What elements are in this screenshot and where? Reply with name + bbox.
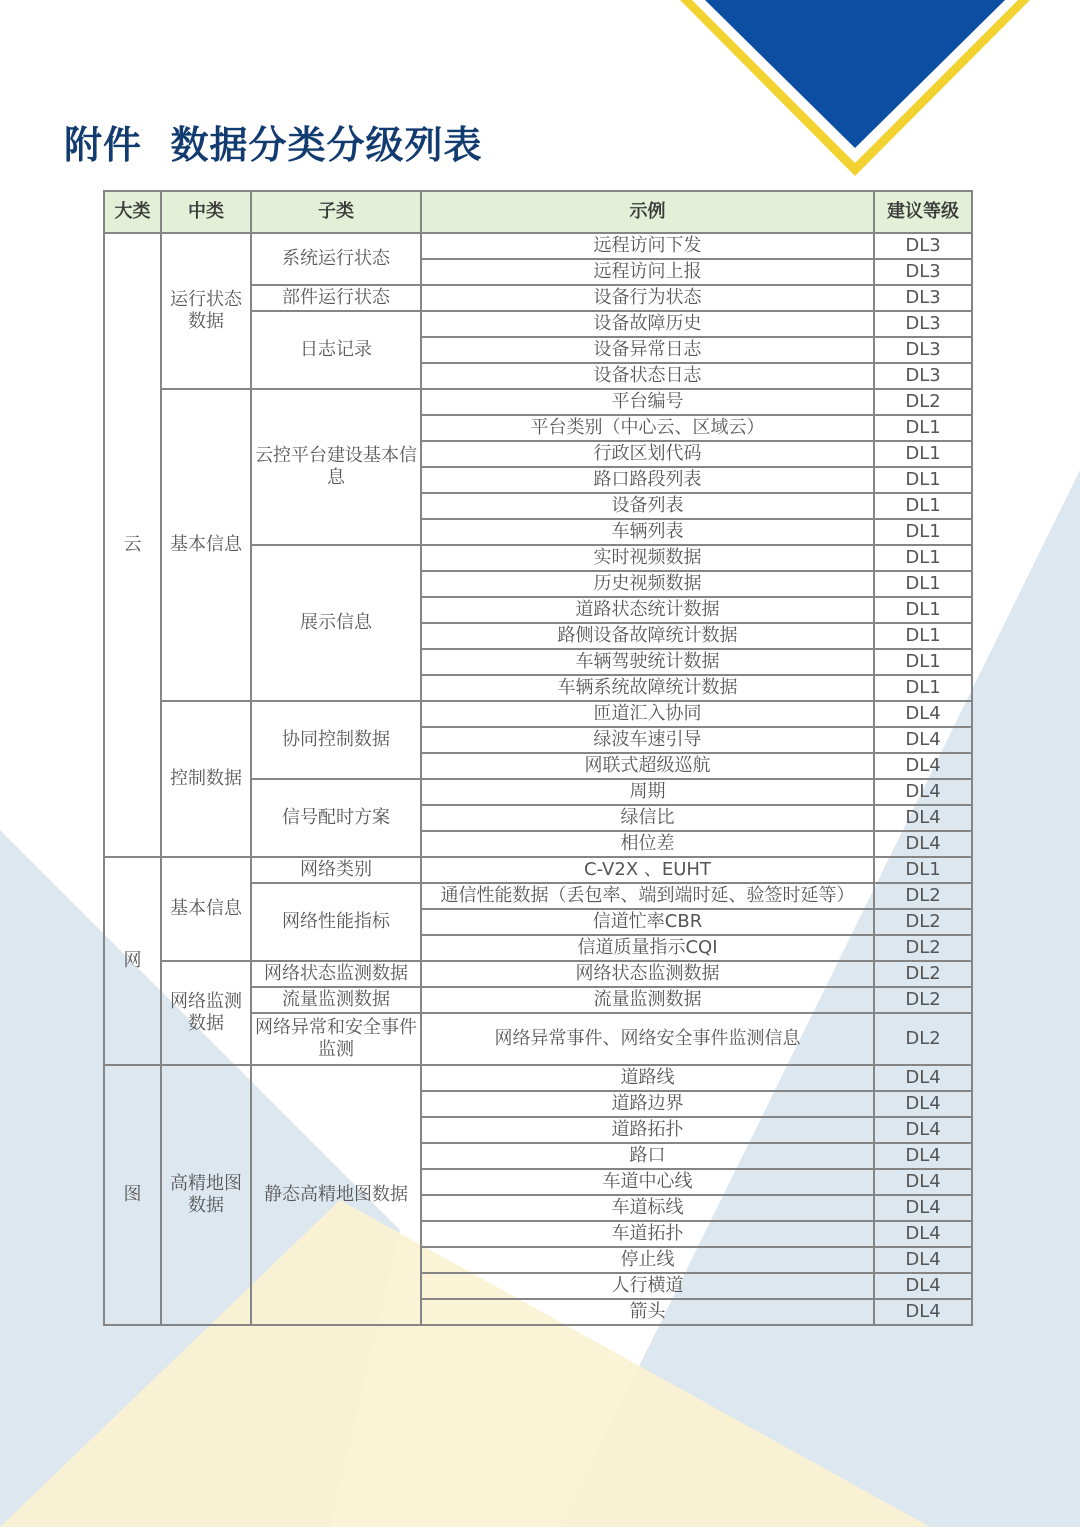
middle-cell: 运行状态数据: [161, 233, 251, 389]
middle-cell: 高精地图数据: [161, 1065, 251, 1325]
sub-cell: 展示信息: [251, 545, 421, 701]
level-cell: DL3: [874, 285, 972, 311]
middle-cell: 网络监测数据: [161, 961, 251, 1065]
example-cell: 人行横道: [421, 1273, 874, 1299]
example-cell: 网络状态监测数据: [421, 961, 874, 987]
level-cell: DL2: [874, 909, 972, 935]
example-cell: 车辆系统故障统计数据: [421, 675, 874, 701]
example-cell: 平台类别（中心云、区域云）: [421, 415, 874, 441]
table-row: [104, 961, 972, 987]
example-cell: 车道中心线: [421, 1169, 874, 1195]
level-cell: DL3: [874, 311, 972, 337]
sub-cell: 部件运行状态: [251, 285, 421, 311]
example-cell: 绿信比: [421, 805, 874, 831]
level-cell: DL4: [874, 805, 972, 831]
example-cell: 流量监测数据: [421, 987, 874, 1013]
example-cell: 车道标线: [421, 1195, 874, 1221]
table-row: [104, 1065, 972, 1091]
example-cell: 行政区划代码: [421, 441, 874, 467]
major-cell-map: 图: [104, 1065, 161, 1325]
level-cell: DL4: [874, 1169, 972, 1195]
middle-cell: 基本信息: [161, 857, 251, 961]
example-cell: C-V2X 、EUHT: [421, 857, 874, 883]
level-cell: DL4: [874, 1143, 972, 1169]
example-cell: 路口路段列表: [421, 467, 874, 493]
level-cell: DL4: [874, 1247, 972, 1273]
level-cell: DL3: [874, 337, 972, 363]
example-cell: 匝道汇入协同: [421, 701, 874, 727]
example-cell: 道路拓扑: [421, 1117, 874, 1143]
level-cell: DL4: [874, 831, 972, 857]
header-major-category: 大类: [104, 191, 161, 233]
level-cell: DL4: [874, 701, 972, 727]
level-cell: DL1: [874, 571, 972, 597]
table-row: [104, 389, 972, 415]
sub-cell: 网络异常和安全事件监测: [251, 1013, 421, 1065]
level-cell: DL1: [874, 857, 972, 883]
level-cell: DL1: [874, 545, 972, 571]
level-cell: DL2: [874, 987, 972, 1013]
page-title: 附件 数据分类分级列表: [64, 123, 483, 167]
level-cell: DL4: [874, 1091, 972, 1117]
example-cell: 车辆驾驶统计数据: [421, 649, 874, 675]
level-cell: DL3: [874, 363, 972, 389]
example-cell: 道路状态统计数据: [421, 597, 874, 623]
level-cell: DL1: [874, 441, 972, 467]
example-cell: 设备故障历史: [421, 311, 874, 337]
major-cell-network: 网: [104, 857, 161, 1065]
example-cell: 信道忙率CBR: [421, 909, 874, 935]
example-cell: 周期: [421, 779, 874, 805]
example-cell: 设备行为状态: [421, 285, 874, 311]
level-cell: DL2: [874, 1013, 972, 1065]
level-cell: DL1: [874, 649, 972, 675]
level-cell: DL1: [874, 675, 972, 701]
corner-blue-chevron: [705, 0, 1005, 148]
example-cell: 停止线: [421, 1247, 874, 1273]
example-cell: 远程访问下发: [421, 233, 874, 259]
sub-cell: 系统运行状态: [251, 233, 421, 285]
example-cell: 车辆列表: [421, 519, 874, 545]
example-cell: 网络异常事件、网络安全事件监测信息: [421, 1013, 874, 1065]
level-cell: DL2: [874, 935, 972, 961]
sub-cell: 日志记录: [251, 311, 421, 389]
level-cell: DL4: [874, 1117, 972, 1143]
table-row: [104, 701, 972, 727]
example-cell: 设备列表: [421, 493, 874, 519]
sub-cell: 信号配时方案: [251, 779, 421, 857]
level-cell: DL4: [874, 1195, 972, 1221]
header-sub-category: 子类: [251, 191, 421, 233]
example-cell: 远程访问上报: [421, 259, 874, 285]
example-cell: 信道质量指示CQI: [421, 935, 874, 961]
sub-cell: 流量监测数据: [251, 987, 421, 1013]
example-cell: 实时视频数据: [421, 545, 874, 571]
sub-cell: 云控平台建设基本信息: [251, 389, 421, 545]
header-example: 示例: [421, 191, 874, 233]
level-cell: DL4: [874, 727, 972, 753]
level-cell: DL2: [874, 883, 972, 909]
example-cell: 绿波车速引导: [421, 727, 874, 753]
sub-cell: 网络类别: [251, 857, 421, 883]
example-cell: 路口: [421, 1143, 874, 1169]
major-cell-cloud: 云: [104, 233, 161, 857]
header-middle-category: 中类: [161, 191, 251, 233]
sub-cell: 网络状态监测数据: [251, 961, 421, 987]
header-suggested-level: 建议等级: [874, 191, 972, 233]
example-cell: 相位差: [421, 831, 874, 857]
table-row: [104, 233, 972, 259]
example-cell: 道路边界: [421, 1091, 874, 1117]
level-cell: DL1: [874, 597, 972, 623]
level-cell: DL4: [874, 1221, 972, 1247]
level-cell: DL4: [874, 779, 972, 805]
example-cell: 历史视频数据: [421, 571, 874, 597]
example-cell: 设备状态日志: [421, 363, 874, 389]
example-cell: 通信性能数据（丢包率、端到端时延、验签时延等）: [421, 883, 874, 909]
level-cell: DL1: [874, 493, 972, 519]
level-cell: DL3: [874, 233, 972, 259]
level-cell: DL3: [874, 259, 972, 285]
table-header-row: [104, 191, 972, 233]
example-cell: 车道拓扑: [421, 1221, 874, 1247]
level-cell: DL4: [874, 753, 972, 779]
sub-cell: 网络性能指标: [251, 883, 421, 961]
level-cell: DL2: [874, 961, 972, 987]
sub-cell: 协同控制数据: [251, 701, 421, 779]
level-cell: DL1: [874, 415, 972, 441]
level-cell: DL2: [874, 389, 972, 415]
table-row: [104, 857, 972, 883]
middle-cell: 控制数据: [161, 701, 251, 857]
level-cell: DL4: [874, 1273, 972, 1299]
example-cell: 道路线: [421, 1065, 874, 1091]
example-cell: 路侧设备故障统计数据: [421, 623, 874, 649]
level-cell: DL4: [874, 1299, 972, 1325]
example-cell: 网联式超级巡航: [421, 753, 874, 779]
middle-cell: 基本信息: [161, 389, 251, 701]
sub-cell: 静态高精地图数据: [251, 1065, 421, 1325]
example-cell: 平台编号: [421, 389, 874, 415]
example-cell: 设备异常日志: [421, 337, 874, 363]
level-cell: DL4: [874, 1065, 972, 1091]
data-classification-table: [103, 190, 973, 1326]
level-cell: DL1: [874, 519, 972, 545]
level-cell: DL1: [874, 467, 972, 493]
example-cell: 箭头: [421, 1299, 874, 1325]
level-cell: DL1: [874, 623, 972, 649]
